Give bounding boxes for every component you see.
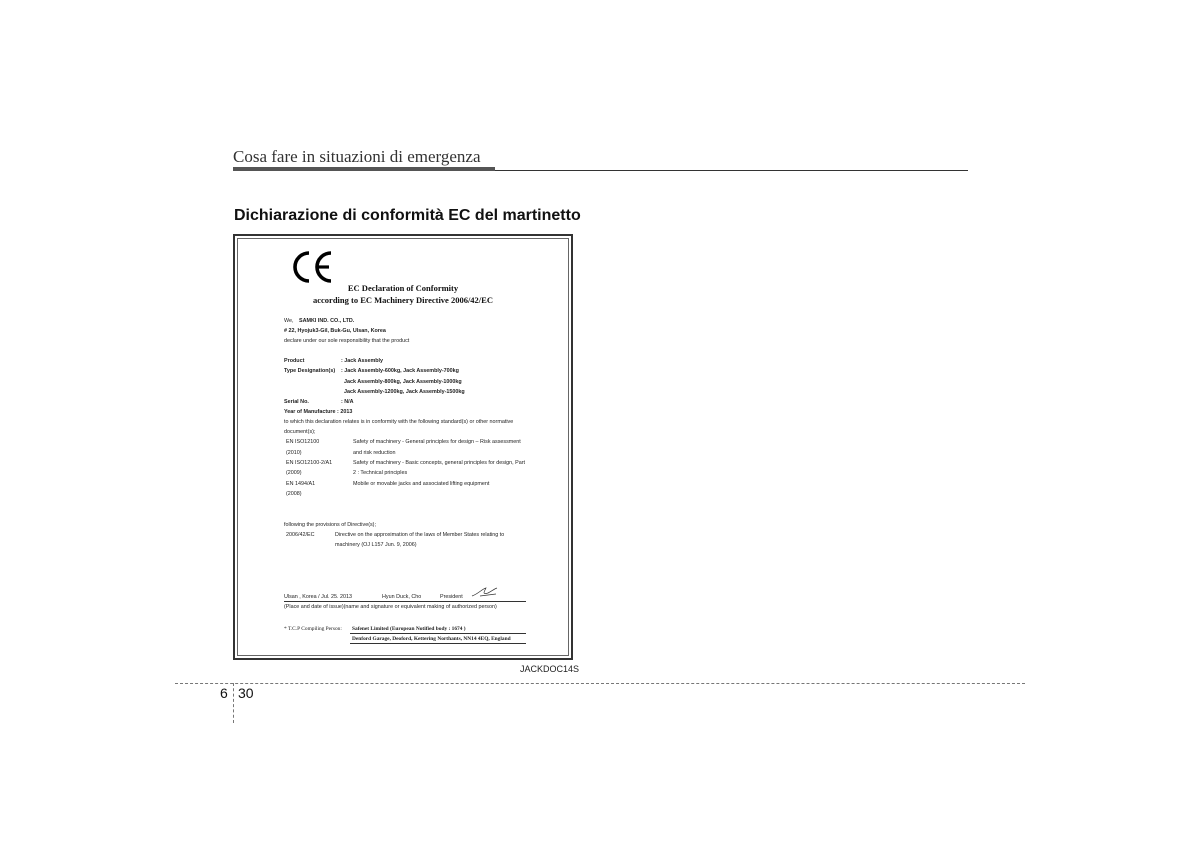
company-name: SAMKI IND. CO., LTD. — [299, 318, 355, 324]
year-label: Year of Manufacture — [284, 409, 336, 415]
page-number: 30 — [238, 685, 254, 701]
year-line — [284, 409, 352, 415]
standard-code: EN ISO12100-2/A1 — [286, 460, 333, 466]
declaration-document — [233, 234, 573, 660]
type-label: Type Designation(s) — [284, 368, 336, 374]
doc-title-line2: according to EC Machinery Directive 2006/42/EC — [313, 295, 493, 305]
standard-code: EN ISO12100 — [286, 439, 320, 445]
serial-value: : N/A — [341, 399, 354, 405]
header-rule-thin — [495, 170, 968, 171]
footer-dashed-divider — [233, 683, 234, 723]
sign-name: Hyun Duck, Cho — [382, 594, 422, 600]
standard-desc: Safety of machinery - Basic concepts, general principles for design, Part — [353, 460, 525, 466]
product-value: : Jack Assembly — [341, 358, 384, 364]
figure-code: JACKDOC14S — [520, 664, 580, 674]
standard-year: (2010) — [286, 450, 302, 456]
serial-label: Serial No. — [284, 399, 309, 405]
type-line3: Jack Assembly-1200kg, Jack Assembly-1500kg — [344, 389, 465, 395]
product-label: Product — [284, 358, 305, 364]
handwritten-signature — [470, 585, 500, 599]
doc-title-line1: EC Declaration of Conformity — [347, 283, 459, 293]
we-prefix: We, — [284, 318, 294, 324]
year-value: : 2013 — [337, 409, 353, 415]
standard-year: (2009) — [286, 470, 302, 476]
directive-desc: machinery (OJ L157 Jun. 9, 2006) — [335, 542, 417, 548]
directive-code: 2006/42/EC — [286, 532, 315, 538]
tcp-label: * T.C.P Compiling Person: — [284, 626, 342, 632]
type-line1: : Jack Assembly-600kg, Jack Assembly-700kg — [341, 368, 459, 374]
standard-desc: Safety of machinery - General principles for design – Risk assessment — [353, 439, 521, 445]
ce-mark-icon — [289, 249, 335, 285]
signature-caption: (Place and date of issue)(name and signature or equivalent making of authorized person) — [284, 604, 497, 610]
page-title: Dichiarazione di conformità EC del martinetto — [234, 207, 581, 224]
tcp-line1: Safenet Limited (European Notified body : 1674 ) — [352, 626, 466, 632]
declare-line: declare under our sole responsibility that the product — [284, 338, 410, 344]
section-header: Cosa fare in situazioni di emergenza — [233, 147, 481, 166]
chapter-number: 6 — [220, 685, 228, 701]
tcp-rule — [350, 643, 526, 644]
we-line — [284, 318, 354, 324]
type-line2: Jack Assembly-800kg, Jack Assembly-1000kg — [344, 379, 462, 385]
header-rule-thick — [233, 167, 495, 171]
company-address: # 22, Hyojuk3-Gil, Buk-Gu, Ulsan, Korea — [284, 328, 386, 334]
standard-desc: and risk reduction — [353, 450, 396, 456]
tcp-rule — [350, 633, 526, 634]
relates-line2: document(s); — [284, 429, 316, 435]
tcp-line2: Denford Garage, Deoford, Kettering Northants, NN14 4EQ, England — [352, 636, 511, 642]
standard-year: (2008) — [286, 491, 302, 497]
sign-place: Ulsan , Korea / Jul. 25. 2013 — [284, 594, 353, 600]
standard-desc: Mobile or movable jacks and associated lifting equipment — [353, 481, 490, 487]
relates-line1: to which this declaration relates is in conformity with the following standard(s) or other normative — [284, 419, 514, 425]
standard-code: EN 1494/A1 — [286, 481, 316, 487]
footer-dashed-rule — [175, 683, 1025, 684]
signature-rule — [284, 601, 526, 602]
sign-title: President — [440, 594, 463, 600]
following-line: following the provisions of Directive(s); — [284, 522, 376, 528]
standard-desc: 2 : Technical principles — [353, 470, 408, 476]
document-inner-border — [237, 238, 569, 656]
directive-desc: Directive on the approximation of the laws of Member States relating to — [335, 532, 505, 538]
